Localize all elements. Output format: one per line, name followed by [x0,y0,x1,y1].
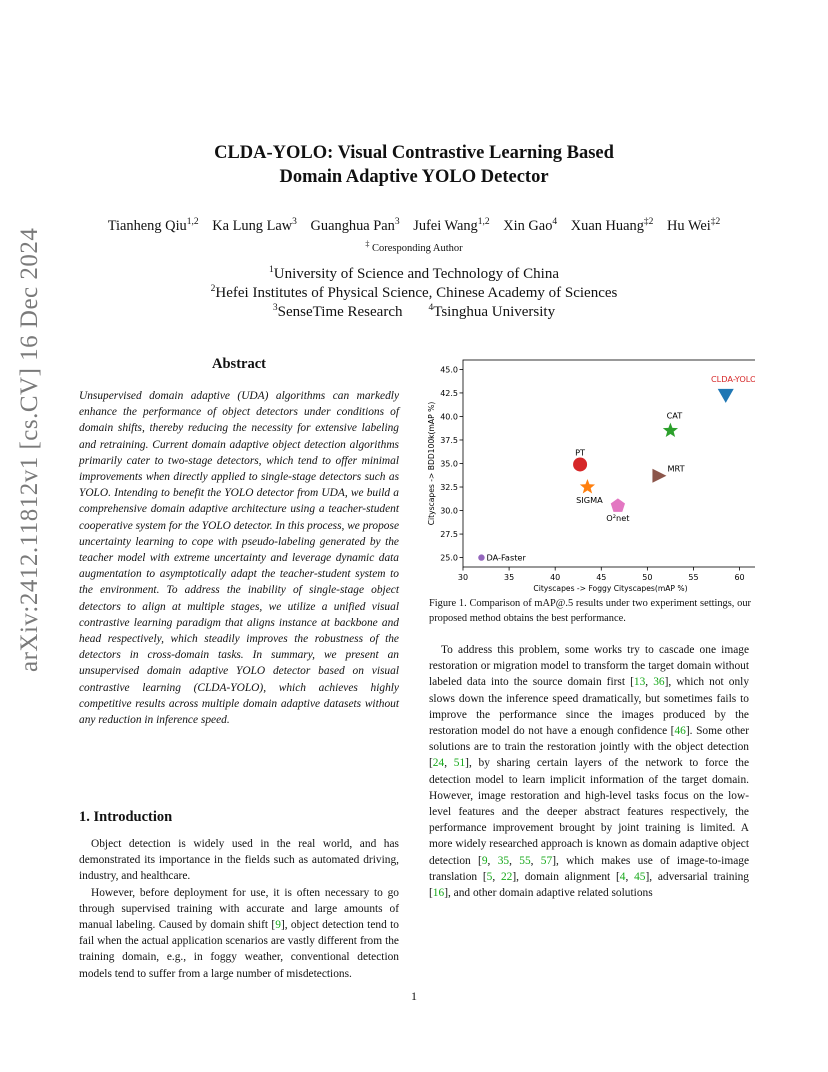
paper-title-line-1: CLDA-YOLO: Visual Contrastive Learning Based [214,143,614,163]
x-axis-label: Cityscapes -> Foggy Cityscapes(mAP %) [533,584,688,593]
citation-link[interactable]: 9 [481,854,488,867]
citation-link[interactable]: 55 [519,854,531,867]
intro-paragraph-2: However, before deployment for use, it is often necessary to go through supervised training with accurate and large amounts of manual labeling. Caused by domain shift [9], object detection tend to fail when the actual application scenarios are vastly different from the training domain, e.g., in foggy weather, conventional detection models tend to suffer from a large number of misdetections. [79,886,399,980]
corresponding-author-note: ‡ Coresponding Author [365,239,463,254]
data-label-cat: CAT [666,410,683,421]
author: Jufei Wang$^{1,2}$ [413,217,490,234]
citation-link[interactable]: 24 [432,757,445,770]
citation-link[interactable]: 46 [674,725,686,738]
x-tick-label: 45 [596,573,607,582]
marker-clda-yolo [718,389,734,403]
marker-mrt [652,469,666,483]
marker-o-net [611,498,625,512]
author: Xuan Huang$^{\ddagger 2}$ [570,217,654,234]
y-tick-label: 40.0 [440,412,458,422]
x-tick-label: 30 [457,573,469,582]
marker-cat [663,423,678,437]
figure-1-chart [425,358,755,598]
citation-link[interactable]: 22 [500,870,513,883]
marker-sigma [580,479,595,493]
page-number: 1 [411,989,417,1003]
affiliation-2: $^2$Hefei Institutes of Physical Science, Chinese Academy of Sciences [210,284,618,301]
y-tick-label: 27.5 [440,530,458,540]
marker-da-faster [478,554,484,560]
data-label-pt: PT [575,447,586,458]
citation-link[interactable]: 57 [540,854,553,867]
citation-link[interactable]: 35 [497,854,510,867]
paper-title-line-2: Domain Adaptive YOLO Detector [279,167,549,187]
arxiv-identifier: arXiv:2412.11812v1 [cs.CV] 16 Dec 2024 [16,227,43,672]
y-tick-label: 45.0 [440,365,458,375]
intro-left-column [79,836,399,982]
author: Ka Lung Law$^3$ [212,217,297,234]
x-tick-label: 60 [734,573,745,582]
data-label-mrt: MRT [667,463,685,474]
citation-link[interactable]: 45 [634,870,646,883]
x-tick-label: 40 [550,573,561,582]
section-heading-introduction: 1. Introduction [79,809,173,825]
plot-frame [463,360,755,567]
author: Hu Wei$^{\ddagger 2}$ [667,217,721,234]
y-tick-label: 25.0 [440,553,458,563]
y-tick-label: 35.0 [440,459,458,469]
affiliation-1: $^1$University of Science and Technology of China [268,265,560,282]
intro-paragraph-3: To address this problem, some works try to cascade one image restoration or migration model to transform the target domain without labeled data into the source domain first [13, 36], which not only slows down the inference speed dramatically, but sometimes fails to improve the performance since the images produced by the restoration model do not have a enough confidence [46]. Some other solutions are to train the restoration jointly with the object detection [24, 51], by sharing certain layers of the network to force the detection model to learn implicit information of the target domain. However, image restoration and high-level tasks focus on the low-level features and the deeper abstract features respectively, the performance improvement brought by joint training is limited. A more widely researched approach is known as domain adaptive object detection [9, 35, 55, 57], which makes use of image-to-image translation [5, 22], domain alignment [4, 45], adversarial training [16], and other domain adaptive related solutions [429,644,750,900]
data-label-clda-yolo: CLDA-YOLO [710,373,755,384]
author: Guanghua Pan$^3$ [310,217,400,234]
intro-right-column [429,642,749,901]
abstract-text: Unsupervised domain adaptive (UDA) algorithms can markedly enhance the performance of object detectors under conditions of domain shifts, thereby reducing the necessity for extensive labeling and retraining. Current domain adaptive object detection algorithms primarily cater to two-stage detectors, which tend to offer minimal improvements when directly applied to single-stage detectors such as YOLO. Intending to benefit the YOLO detector from UDA, we build a comprehensive domain adaptive architecture using a teacher-student cooperative system for the YOLO detector. In this process, we propose uncertainty learning to cope with pseudo-labeling generated by the teacher model with extreme uncertainty and leverage dynamic data augmentation to asymptotically adapt the teacher-student system to the environment. To address the inability of single-stage object detectors to align at multiple stages, we utilize a unified visual contrastive learning paradigm that aligns instance at backbone and head respectively, which steadily improves the robustness of the detectors in cross-domain tasks. In summary, we present an unsupervised domain adaptive YOLO detector based on visual contrastive learning (CLDA-YOLO), which achieves highly competitive results across multiple domain adaptive datasets without any reduction in inference speed. [79,390,399,727]
author: Xin Gao$^4$ [503,217,558,234]
intro-paragraph-1: Object detection is widely used in the real world, and has demonstrated its importance in the fields such as automated driving, industry, and healthcare. [79,838,399,883]
citation-link[interactable]: 51 [453,757,466,770]
marker-pt [573,457,587,471]
x-tick-label: 35 [504,573,515,582]
data-label-o-net: O²net [606,512,630,523]
figure-1-caption: Figure 1. Comparison of mAP@.5 results under two experiment settings, our proposed method obtains the best performance. [429,598,751,624]
citation-link[interactable]: 36 [653,676,665,689]
citation-link[interactable]: 4 [619,870,626,883]
affiliation-3-4: $^3$SenseTime Research $^4$Tsinghua University [272,303,556,320]
author: Tianheng Qiu$^{1,2}$ [107,217,199,234]
y-tick-label: 42.5 [440,388,458,398]
y-axis-label: Cityscapes -> BDD100k(mAP %) [427,401,436,526]
citation-link[interactable]: 5 [486,870,493,883]
y-tick-label: 32.5 [440,483,458,493]
x-tick-label: 50 [642,573,653,582]
y-tick-label: 30.0 [440,506,458,516]
citation-link[interactable]: 9 [275,919,281,932]
citation-link[interactable]: 16 [432,887,445,900]
scatter-plot [425,358,755,598]
y-tick-label: 37.5 [440,435,458,445]
data-label-sigma: SIGMA [576,495,603,506]
data-label-da-faster: DA-Faster [486,552,526,563]
author-list [0,218,828,235]
citation-link[interactable]: 13 [633,676,646,689]
abstract-heading: Abstract [212,356,266,372]
x-tick-label: 55 [688,573,699,582]
